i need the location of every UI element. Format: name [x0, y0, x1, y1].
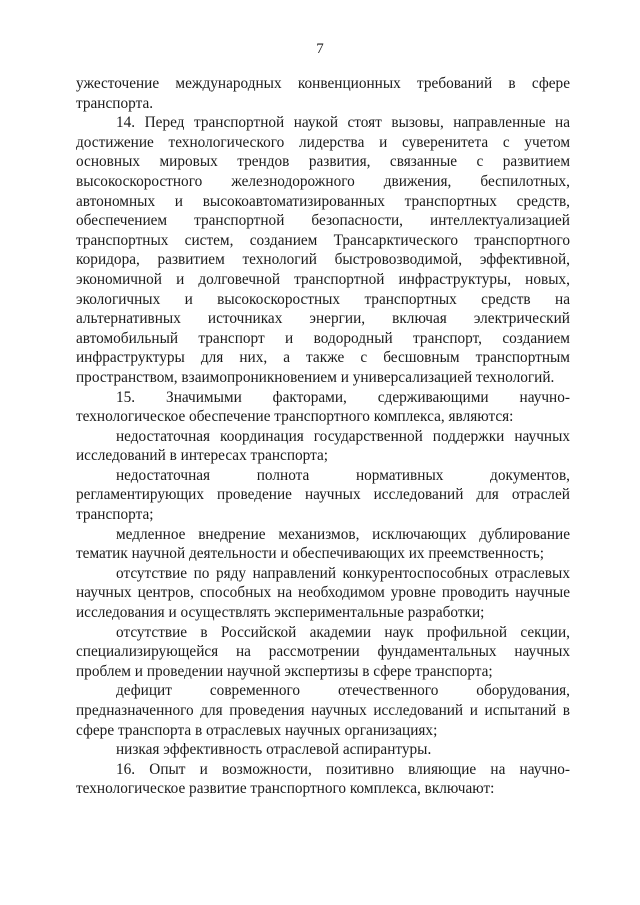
- paragraph: низкая эффективность отраслевой аспирантуры.: [116, 741, 432, 759]
- paragraph: ужесточение международных конвенционных требований в сфере транспорта.: [76, 75, 570, 112]
- paragraph: отсутствие в Российской академии наук профильной секции, специализирующейся на рассмотрении фундаментальных научных проблем и проведении научной экспертизы в сфере транспорта;: [76, 623, 570, 680]
- paragraph: 14. Перед транспортной наукой стоят вызовы, направленные на достижение технологического лидерства и суверенитета с учетом основных мировых трендов развития, связанные с развитием высокоскоростного железнодорожного движения, беспилотных, автономных и высокоавтоматизированных транспортных средств, обеспечением транспортной безопасности, интеллектуализацией транспортных систем, созданием Трансарктического транспортного коридора, развитием технологий быстровозводимой, эффективной, экономичной и долговечной транспортной инфраструктуры, новых, экологичных и высокоскоростных транспортных средств на альтернативных источниках энергии, включая электрический автомобильный транспорт и водородный транспорт, созданием инфраструктуры для них, а также с бесшовным транспортным пространством, взаимопроникновением и универсализацией технологий.: [76, 114, 570, 386]
- paragraph: дефицит современного отечественного оборудования, предназначенного для проведения научных исследований и испытаний в сфере транспорта в отраслевых научных организациях;: [76, 682, 570, 739]
- paragraph: 16. Опыт и возможности, позитивно влияющие на научно-технологическое развитие транспортного комплекса, включают:: [76, 760, 570, 798]
- paragraph: медленное внедрение механизмов, исключающих дублирование тематик научной деятельности и обеспечивающих их преемственность;: [76, 525, 570, 563]
- page-number: 7: [316, 41, 324, 57]
- document-body: [76, 74, 570, 799]
- paragraph: отсутствие по ряду направлений конкурентоспособных отраслевых научных центров, способных на необходимом уровне проводить научные исследования и осуществлять экспериментальные разработки;: [76, 564, 570, 622]
- paragraph: 15. Значимыми факторами, сдерживающими научно-технологическое обеспечение транспортного комплекса, являются:: [76, 388, 570, 426]
- paragraph: недостаточная полнота нормативных документов, регламентирующих проведение научных исследований для отраслей транспорта;: [76, 466, 570, 524]
- paragraph: недостаточная координация государственной поддержки научных исследований в интересах транспорта;: [76, 427, 570, 465]
